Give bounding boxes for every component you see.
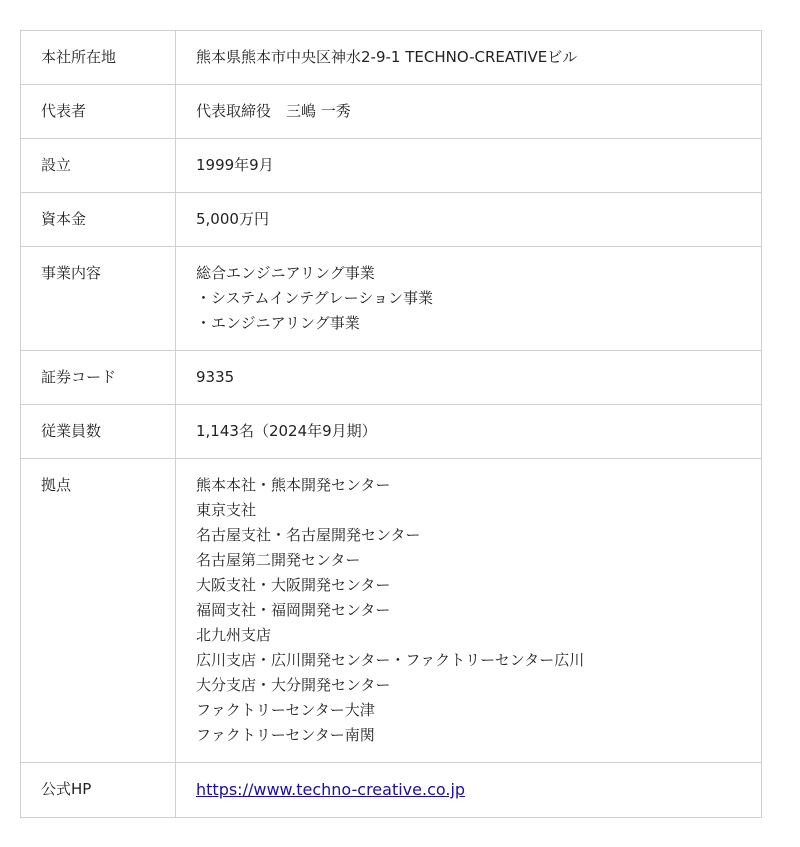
info-label: 証券コード [21,351,176,405]
official-site-link[interactable]: https://www.techno-creative.co.jp [196,780,466,799]
info-label: 事業内容 [21,247,176,351]
info-value-line: 熊本県熊本市中央区神水2-9-1 TECHNO-CREATIVEビル [196,48,578,66]
info-value-line: 北九州支店 [196,626,272,644]
info-value-line: 代表取締役 三嶋 一秀 [196,102,351,120]
info-value [176,405,762,459]
info-row [21,193,762,247]
info-row [21,763,762,818]
info-value-line: 広川支店・広川開発センター・ファクトリーセンター広川 [196,651,585,669]
info-value-line: ファクトリーセンター南関 [196,726,375,744]
info-value [176,139,762,193]
info-value [176,459,762,763]
info-value [176,193,762,247]
info-label: 設立 [21,139,176,193]
info-value-line: 1,143名（2024年9月期） [196,422,377,440]
info-label: 従業員数 [21,405,176,459]
info-value-line: 大分支店・大分開発センター [196,676,391,694]
info-value [176,763,762,818]
info-row [21,247,762,351]
company-info-rows [21,31,762,818]
info-value-line: 東京支社 [196,501,257,519]
info-value-line: 1999年9月 [196,156,274,174]
info-row [21,31,762,85]
info-row [21,139,762,193]
info-value [176,351,762,405]
info-row [21,85,762,139]
info-value-line: 総合エンジニアリング事業 [196,264,375,282]
info-value [176,85,762,139]
info-value-line: 福岡支社・福岡開発センター [196,601,391,619]
info-row [21,459,762,763]
info-value-line: 大阪支社・大阪開発センター [196,576,391,594]
info-value-line: 9335 [196,368,235,386]
info-value-line: 熊本本社・熊本開発センター [196,476,391,494]
info-label: 代表者 [21,85,176,139]
info-label: 資本金 [21,193,176,247]
company-info-table [20,30,762,818]
company-info [20,30,762,818]
info-label: 公式HP [21,763,176,818]
info-row [21,405,762,459]
info-value-line: ・エンジニアリング事業 [196,314,360,332]
info-value-line: 名古屋支社・名古屋開発センター [196,526,421,544]
info-label: 拠点 [21,459,176,763]
info-value-line: 名古屋第二開発センター [196,551,361,569]
info-value-line: ・システムインテグレーション事業 [196,289,434,307]
info-row [21,351,762,405]
info-value [176,31,762,85]
info-label: 本社所在地 [21,31,176,85]
info-value-line: 5,000万円 [196,210,269,228]
info-value-line: ファクトリーセンター大津 [196,701,375,719]
info-value [176,247,762,351]
